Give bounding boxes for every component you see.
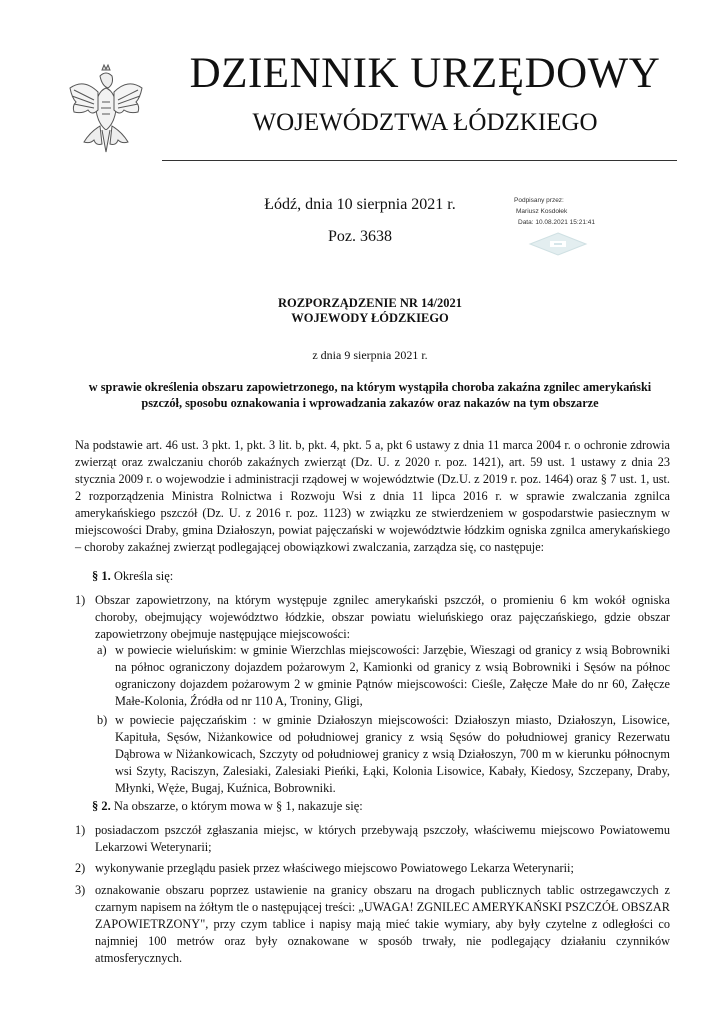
preamble [75,437,670,556]
item-number: 1) [75,823,86,837]
act-title-line1: ROZPORZĄDZENIE NR 14/2021 [277,296,463,310]
subitem-letter: a) [97,643,107,657]
item-text: wykonywanie przeglądu pasiek przez właściwego miejscowo Powiatowego Lekarza Weterynarii; [95,861,574,875]
item-text: posiadaczom pszczół zgłaszania miejsc, w których przebywają pszczoły, właściwemu miejscowo Powiatowemu Lekarzowi Weterynarii; [95,823,670,854]
signature-validation-icon [528,232,588,256]
digital-signature [510,195,670,228]
section-1-subitem [97,642,670,710]
signature-date: Data: 10.08.2021 15:21:41 [518,219,595,226]
preamble-text: Na podstawie art. 46 ust. 3 pkt. 1, pkt. 3 lit. b, pkt. 4, pkt. 5 a, pkt 6 ustawy z dnia 11 marca 2004 r. o ochronie zdrowia zwierząt oraz zwalczaniu chorób zakaźnych zwierząt (Dz. U. z 2020 r. poz. 1421), art. 59 ust. 1 ustawy z dnia 23 stycznia 2009 r. o wojewodzie i administracji rządowej w województwie (Dz.U. z 2019 r. poz. 1464) oraz § 7 ust. 1, ust. 2 rozporządzenia Ministra Rolnictwa i Rozwoju Wsi z dnia 11 lipca 2016 r. w sprawie zwalczania zgnilca amerykańskiego pszczół (Dz. U. z 2016 r. poz. 1123) w związku ze stwierdzeniem w gospodarstwie pasiecznym w miejscowości Draby, gmina Działoszyn, powiat pajęczański w województwie łódzkim ogniska zgnilca amerykańskiego – choroby zakaźnej zwierząt podlegającej obowiązkowi zwalczania, zarządza się, co następuje: [75,438,670,554]
section-2-heading [92,799,363,814]
act-title-line2: WOJEWODY ŁÓDZKIEGO [291,311,449,325]
subitem-letter: b) [97,713,108,727]
position-number: Poz. 3638 [328,228,392,245]
section-1-item [75,592,670,643]
publication-subtitle: WOJEWÓDZTWA ŁÓDZKIEGO [252,109,598,136]
section-1-heading [92,569,173,584]
section-2-item [75,822,670,856]
place-and-date: Łódź, dnia 10 sierpnia 2021 r. [264,196,456,213]
subitem-text: w powiecie wieluńskim: w gminie Wierzchlas miejscowości: Jarzębie, Wieszagi od granicy z wsią Bobrowniki na północ ograniczony dojazdem pożarowym 2, Kamionki od granicy z wsią Bobrowniki i Sęsów na północ ograniczony dojazdem pożarowym 2 w gminie Pątnów miejscowości: Cieśle, Załęcze Małe do nr 60, Załęcze Małe-Kolonia, Źródła od nr 110 A, Troniny, Gligi, [115,643,670,708]
section-1-subitem [97,712,670,797]
item-number: 1) [75,593,86,607]
subitem-text: w powiecie pajęczańskim : w gminie Działoszyn miejscowości: Działoszyn miasto, Działoszyn, Lisowice, Kapituła, Sęsów, Niżankowice od południowej granicy z wsią Sęsów do południowej granicy Rezerwatu Dąbrowa w Niżankowicach, Szczyty od południowej granicy z wsią Działoszyn, 700 m w kierunku północnym wsi Szyty, Raciszyn, Zalesiaki, Zalesiaki Pieńki, Łąki, Kolonia Lisowice, Kabały, Kiedosy, Szczepany, Draby, Młynki, Węże, Bugaj, Kuźnica, Bobrowniki. [115,713,670,795]
publication-title: DZIENNIK URZĘDOWY [189,50,661,97]
item-number: 2) [75,861,86,875]
section-2-number: § 2. [92,799,111,813]
section-1-heading-text: Określa się: [110,569,174,583]
item-text: oznakowanie obszaru poprzez ustawienie na granicy obszaru na drogach publicznych tablic ostrzegawczych z czarnym napisem na żółtym tle o następującej treści: „UWAGA! ZGNILEC AMERYKAŃSKI PSZCZÓŁ OBSZAR ZAPOWIETRZONY", przy czym tablice i napisy mają mieć takie wymiary, aby były czytelne z odległości co najmniej 100 metrów oraz były oznakowane w sposób trwały, nie podlegający działaniu czynników atmosferycznych. [95,883,670,965]
polish-eagle-emblem-icon [66,62,146,157]
item-text: Obszar zapowietrzony, na którym występuje zgnilec amerykański pszczół, o promieniu 6 km wokół ogniska choroby, obejmujący województwo łódzkie, obszar powiatu wieluńskiego oraz pajęczańskiego, gdzie obszar zapowietrzony obejmuje następujące miejscowości: [95,593,670,641]
signature-label: Podpisany przez: [514,197,564,204]
section-1-number: § 1. [92,569,111,583]
section-2-item [75,882,670,967]
item-number: 3) [75,883,86,897]
act-subject: w sprawie określenia obszaru zapowietrzonego, na którym wystąpiła choroba zakaźna zgnilec amerykański pszczół, sposobu oznakowania i wprowadzania zakazów oraz nakazów na tym obszarze [88,380,652,410]
section-2-item [75,860,670,877]
signer-name: Mariusz Kosdołek [516,208,568,215]
act-date: z dnia 9 sierpnia 2021 r. [312,348,428,362]
section-2-heading-text: Na obszarze, o którym mowa w § 1, nakazuje się: [110,799,363,813]
act-title [60,296,680,326]
masthead-divider [162,160,677,161]
